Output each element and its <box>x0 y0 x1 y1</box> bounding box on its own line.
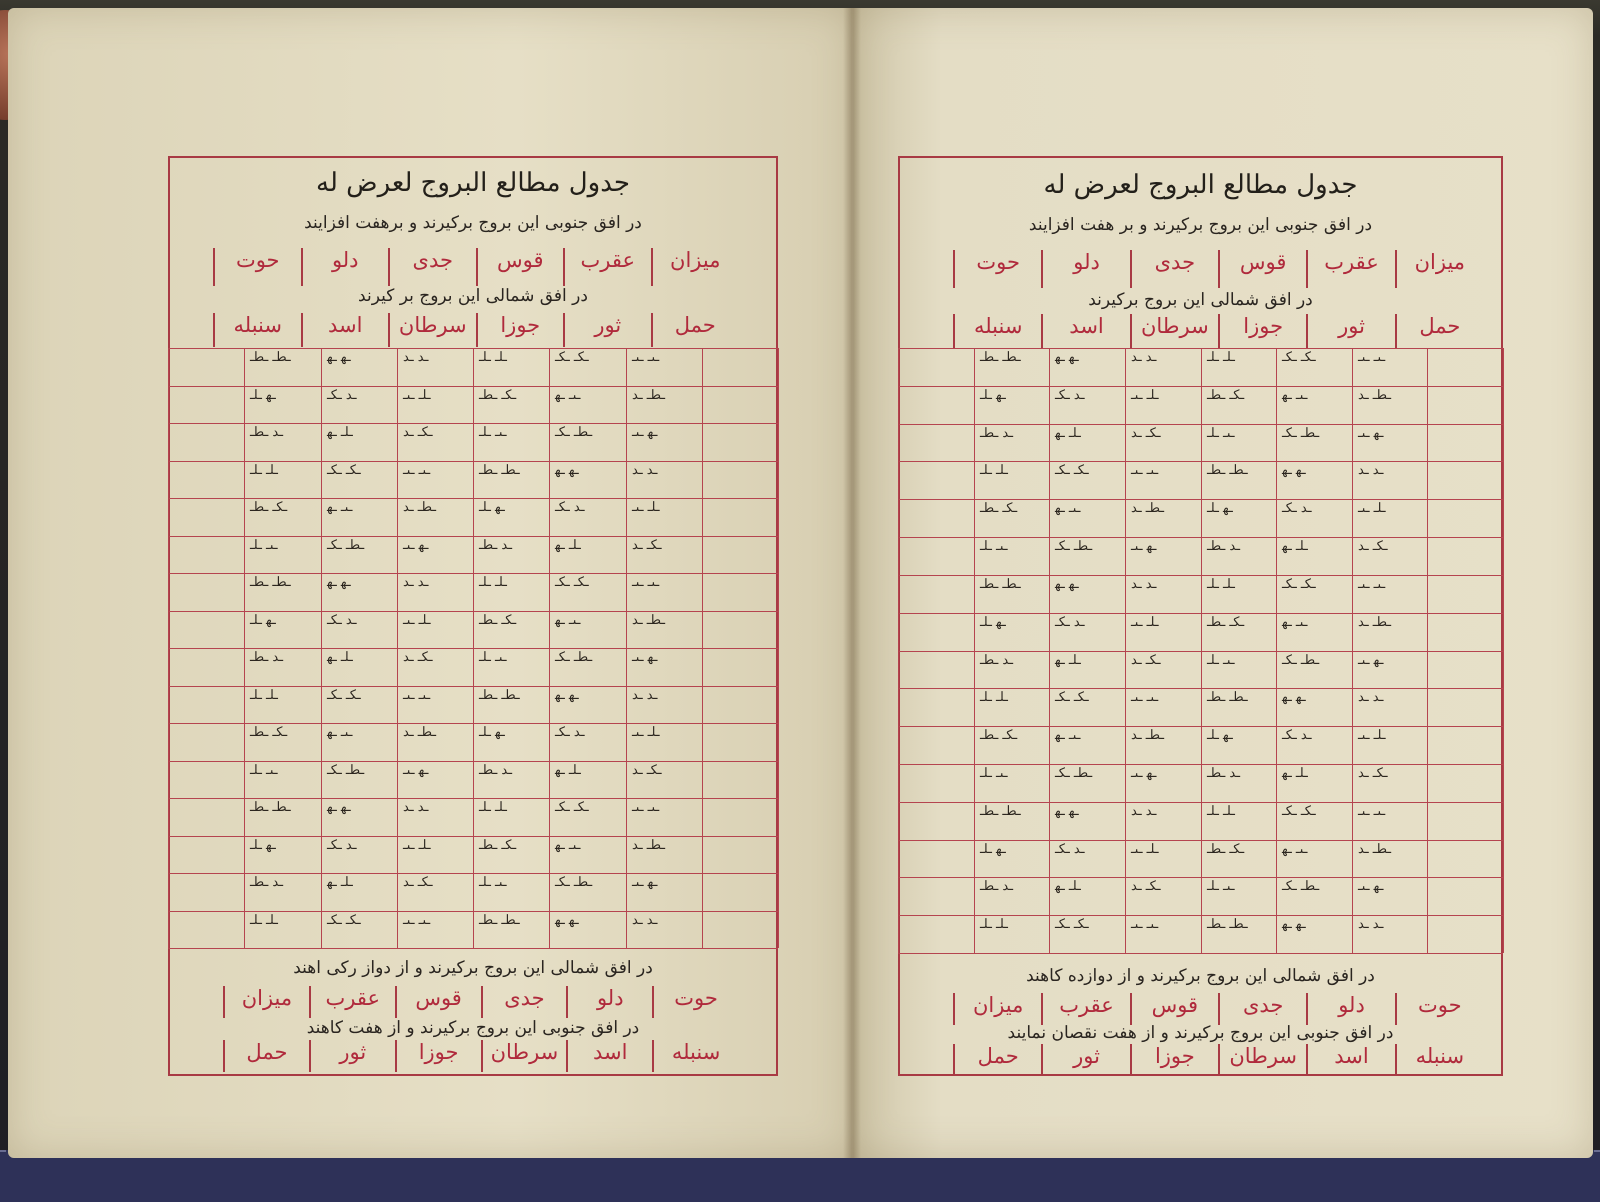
handwritten-cell-ink: ـه‍ ـٮـ <box>1131 539 1157 554</box>
left-bottom-signs <box>223 986 738 1018</box>
handwritten-cell-ink: ـٮـ ـلـ <box>980 766 1008 781</box>
handwritten-cell-ink: ـلـ ـلـ <box>479 575 507 590</box>
sign-cell: جدی <box>388 248 476 286</box>
handwritten-cell-ink: ـه‍ ـلـ <box>250 613 276 628</box>
handwritten-cell-ink: ـد‍ ـکـ <box>1055 842 1085 857</box>
handwritten-cell-ink: ـد‍ ـکـ <box>555 725 585 740</box>
grid-col-line <box>898 348 899 953</box>
handwritten-cell-ink: ـد‍ ـطـ <box>980 879 1014 894</box>
left-top-note: در افق جنوبی این بروج برکیرند و برهفت افزایند <box>304 213 642 233</box>
handwritten-cell-ink: ـه‍ ـه‍ <box>555 913 579 928</box>
grid-col-line <box>321 348 322 948</box>
handwritten-cell-ink: ـه‍ ـه‍ <box>1282 917 1306 932</box>
handwritten-cell-ink: ـه‍ ـٮـ <box>403 538 429 553</box>
handwritten-cell-ink: ـکـ ـکـ <box>327 463 361 478</box>
handwritten-cell-ink: ـلـ ـه‍ <box>555 763 581 778</box>
handwritten-cell-ink: ـکـ ـد‍ <box>632 538 662 553</box>
handwritten-cell-ink: ـکـ ـکـ <box>555 350 589 365</box>
handwritten-cell-ink: ـٮـ ـلـ <box>479 875 507 890</box>
sign-cell: میزان <box>651 248 739 286</box>
handwritten-cell-ink: ـد‍ ـد‍ <box>403 575 429 590</box>
sign-cell: عقرب <box>1306 250 1394 288</box>
handwritten-cell-ink: ـلـ ـٮـ <box>632 725 660 740</box>
handwritten-cell-ink: ـطـ ـد‍ <box>1131 728 1165 743</box>
handwritten-cell-ink: ـلـ ـه‍ <box>327 650 353 665</box>
handwritten-cell-ink: ـکـ ـطـ <box>1207 842 1245 857</box>
handwritten-cell-ink: ـطـ ـکـ <box>1282 653 1320 668</box>
handwritten-cell-ink: ـلـ ـٮـ <box>1131 388 1159 403</box>
left-bottom-note-1: در افق شمالی این بروج برکیرند و از دواز رکی اهند <box>293 958 653 978</box>
sign-cell: دلو <box>301 248 389 286</box>
handwritten-cell-ink: ـکـ ـطـ <box>479 613 517 628</box>
handwritten-cell-ink: ـکـ ـکـ <box>1055 463 1089 478</box>
handwritten-cell-ink: ـکـ ـطـ <box>1207 388 1245 403</box>
handwritten-cell-ink: ـلـ ـه‍ <box>1055 426 1081 441</box>
grid-col-line <box>778 348 779 948</box>
handwritten-cell-ink: ـه‍ ـه‍ <box>1055 350 1079 365</box>
handwritten-cell-ink: ـطـ ـکـ <box>327 763 365 778</box>
handwritten-cell-ink: ـکـ ـکـ <box>327 688 361 703</box>
handwritten-cell-ink: ـه‍ ـلـ <box>250 388 276 403</box>
handwritten-cell-ink: ـد‍ ـد‍ <box>403 800 429 815</box>
handwritten-cell-ink: ـکـ ـد‍ <box>632 763 662 778</box>
handwritten-cell-ink: ـطـ ـکـ <box>327 538 365 553</box>
grid-col-line <box>1427 348 1428 953</box>
handwritten-cell-ink: ـد‍ ـد‍ <box>1131 577 1157 592</box>
right-top-signs <box>953 250 1483 288</box>
sign-cell: عقرب <box>309 986 395 1018</box>
left-mid-note: در افق شمالی این بروج بر کیرند <box>358 286 588 306</box>
handwritten-cell-ink: ـٮـ ـلـ <box>1207 653 1235 668</box>
handwritten-cell-ink: ـطـ ـد‍ <box>632 388 666 403</box>
handwritten-cell-ink: ـه‍ ـه‍ <box>1282 463 1306 478</box>
handwritten-cell-ink: ـٮـ ـه‍ <box>1282 615 1308 630</box>
sign-cell: جدی <box>1130 250 1218 288</box>
right-mid-note: در افق شمالی این بروج برکیرند <box>1088 290 1313 310</box>
sign-cell: جوزا <box>395 1040 481 1072</box>
sign-cell: حمل <box>1395 314 1483 348</box>
handwritten-cell-ink: ـکـ ـطـ <box>980 728 1018 743</box>
handwritten-cell-ink: ـد‍ ـطـ <box>1207 766 1241 781</box>
handwritten-cell-ink: ـه‍ ـلـ <box>479 500 505 515</box>
handwritten-cell-ink: ـطـ ـد‍ <box>403 500 437 515</box>
grid-col-line <box>549 348 550 948</box>
left-top-signs <box>213 248 738 286</box>
handwritten-cell-ink: ـکـ ـد‍ <box>403 650 433 665</box>
handwritten-cell-ink: ـٮـ ـٮـ <box>1131 463 1159 478</box>
handwritten-cell-ink: ـد‍ ـکـ <box>1282 728 1312 743</box>
grid-col-line <box>1503 348 1504 953</box>
handwritten-cell-ink: ـه‍ ـلـ <box>980 842 1006 857</box>
sign-cell: ثور <box>1041 1044 1129 1076</box>
handwritten-cell-ink: ـکـ ـد‍ <box>1358 766 1388 781</box>
handwritten-cell-ink: ـطـ ـد‍ <box>1358 842 1392 857</box>
handwritten-cell-ink: ـٮـ ـٮـ <box>632 800 660 815</box>
sign-cell: سرطان <box>1218 1044 1306 1076</box>
handwritten-cell-ink: ـه‍ ـه‍ <box>327 575 351 590</box>
handwritten-cell-ink: ـطـ ـکـ <box>555 650 593 665</box>
handwritten-cell-ink: ـلـ ـلـ <box>250 463 278 478</box>
handwritten-cell-ink: ـلـ ـلـ <box>250 913 278 928</box>
sign-cell: حمل <box>223 1040 309 1072</box>
handwritten-cell-ink: ـه‍ ـٮـ <box>1358 653 1384 668</box>
handwritten-cell-ink: ـٮـ ـٮـ <box>632 350 660 365</box>
handwritten-cell-ink: ـکـ ـطـ <box>479 838 517 853</box>
handwritten-cell-ink: ـطـ ـد‍ <box>403 725 437 740</box>
right-bottom-signs <box>953 993 1483 1025</box>
sign-cell: میزان <box>1395 250 1483 288</box>
handwritten-cell-ink: ـد‍ ـد‍ <box>403 350 429 365</box>
handwritten-cell-ink: ـکـ ـکـ <box>1055 917 1089 932</box>
right-value-grid <box>898 348 1503 953</box>
sign-cell: قوس <box>1218 250 1306 288</box>
handwritten-cell-ink: ـطـ ـطـ <box>479 688 520 703</box>
handwritten-cell-ink: ـطـ ـد‍ <box>632 613 666 628</box>
sign-cell: قوس <box>1130 993 1218 1025</box>
left-main-signs <box>213 313 738 347</box>
handwritten-cell-ink: ـد‍ ـد‍ <box>1358 690 1384 705</box>
handwritten-cell-ink: ـکـ ـد‍ <box>1131 426 1161 441</box>
grid-col-line <box>1276 348 1277 953</box>
right-bottom-note-1: در افق شمالی این بروج برکیرند و از دوازده کاهند <box>1026 966 1375 986</box>
handwritten-cell-ink: ـٮـ ـلـ <box>1207 879 1235 894</box>
sign-cell: ثور <box>1306 314 1394 348</box>
sign-cell: میزان <box>953 993 1041 1025</box>
handwritten-cell-ink: ـطـ ـطـ <box>250 575 291 590</box>
handwritten-cell-ink: ـلـ ـلـ <box>980 463 1008 478</box>
handwritten-cell-ink: ـلـ ـلـ <box>479 350 507 365</box>
handwritten-cell-ink: ـکـ ـطـ <box>1207 615 1245 630</box>
handwritten-cell-ink: ـطـ ـطـ <box>479 463 520 478</box>
sign-cell: عقرب <box>1041 993 1129 1025</box>
handwritten-cell-ink: ـٮـ ـٮـ <box>403 463 431 478</box>
sign-cell: اسد <box>1041 314 1129 348</box>
sign-cell: حوت <box>953 250 1041 288</box>
sign-cell: عقرب <box>563 248 651 286</box>
sign-cell: سرطان <box>481 1040 567 1072</box>
handwritten-cell-ink: ـطـ ـکـ <box>1282 879 1320 894</box>
handwritten-cell-ink: ـد‍ ـطـ <box>250 875 284 890</box>
sign-cell: جوزا <box>1130 1044 1218 1076</box>
handwritten-cell-ink: ـلـ ـه‍ <box>1282 766 1308 781</box>
handwritten-cell-ink: ـٮـ ـه‍ <box>1282 842 1308 857</box>
sign-cell: حوت <box>652 986 738 1018</box>
handwritten-cell-ink: ـلـ ـلـ <box>1207 577 1235 592</box>
sign-cell: قوس <box>476 248 564 286</box>
handwritten-cell-ink: ـطـ ـکـ <box>1055 766 1093 781</box>
sign-cell: دلو <box>566 986 652 1018</box>
handwritten-cell-ink: ـد‍ ـد‍ <box>1358 463 1384 478</box>
handwritten-cell-ink: ـد‍ ـکـ <box>327 388 357 403</box>
right-page <box>853 8 1593 1158</box>
handwritten-cell-ink: ـه‍ ـلـ <box>250 838 276 853</box>
sign-cell: حوت <box>213 248 301 286</box>
handwritten-cell-ink: ـٮـ ـلـ <box>980 539 1008 554</box>
grid-col-line <box>244 348 245 948</box>
handwritten-cell-ink: ـٮـ ـه‍ <box>555 388 581 403</box>
grid-row-line <box>898 953 1503 954</box>
handwritten-cell-ink: ـٮـ ـلـ <box>250 763 278 778</box>
left-page <box>8 8 853 1158</box>
handwritten-cell-ink: ـلـ ـٮـ <box>1131 615 1159 630</box>
handwritten-cell-ink: ـطـ ـد‍ <box>1358 615 1392 630</box>
handwritten-cell-ink: ـطـ ـطـ <box>980 804 1021 819</box>
grid-col-line <box>626 348 627 948</box>
sign-cell: سنبله <box>652 1040 738 1072</box>
handwritten-cell-ink: ـٮـ ـه‍ <box>327 725 353 740</box>
handwritten-cell-ink: ـکـ ـطـ <box>250 725 288 740</box>
handwritten-cell-ink: ـلـ ـه‍ <box>327 425 353 440</box>
handwritten-cell-ink: ـطـ ـد‍ <box>1131 501 1165 516</box>
grid-row-line <box>168 948 778 949</box>
sign-cell: حوت <box>1395 993 1483 1025</box>
handwritten-cell-ink: ـکـ ـطـ <box>250 500 288 515</box>
handwritten-cell-ink: ـد‍ ـطـ <box>980 426 1014 441</box>
grid-col-line <box>168 348 169 948</box>
handwritten-cell-ink: ـکـ ـد‍ <box>1358 539 1388 554</box>
handwritten-cell-ink: ـه‍ ـلـ <box>980 615 1006 630</box>
sign-cell: جدی <box>1218 993 1306 1025</box>
handwritten-cell-ink: ـد‍ ـطـ <box>250 650 284 665</box>
sign-cell: ثور <box>563 313 651 347</box>
left-title: جدول مطالع البروج لعرض له <box>316 168 630 198</box>
handwritten-cell-ink: ـلـ ـٮـ <box>632 500 660 515</box>
handwritten-cell-ink: ـطـ ـطـ <box>980 350 1021 365</box>
handwritten-cell-ink: ـطـ ـکـ <box>1282 426 1320 441</box>
handwritten-cell-ink: ـد‍ ـکـ <box>1055 615 1085 630</box>
handwritten-cell-ink: ـٮـ ـه‍ <box>555 613 581 628</box>
sign-cell: جدی <box>481 986 567 1018</box>
left-last-signs <box>223 1040 738 1072</box>
grid-col-line <box>1049 348 1050 953</box>
handwritten-cell-ink: ـد‍ ـکـ <box>555 500 585 515</box>
handwritten-cell-ink: ـٮـ ـٮـ <box>1358 350 1386 365</box>
handwritten-cell-ink: ـٮـ ـٮـ <box>1358 577 1386 592</box>
sign-cell: جوزا <box>1218 314 1306 348</box>
handwritten-cell-ink: ـلـ ـه‍ <box>555 538 581 553</box>
handwritten-cell-ink: ـٮـ ـه‍ <box>1055 501 1081 516</box>
handwritten-cell-ink: ـه‍ ـه‍ <box>555 688 579 703</box>
grid-col-line <box>1201 348 1202 953</box>
handwritten-cell-ink: ـد‍ ـد‍ <box>632 913 658 928</box>
handwritten-cell-ink: ـطـ ـکـ <box>1055 539 1093 554</box>
handwritten-cell-ink: ـه‍ ـه‍ <box>327 800 351 815</box>
book-gutter <box>843 8 861 1158</box>
handwritten-cell-ink: ـد‍ ـطـ <box>250 425 284 440</box>
handwritten-cell-ink: ـطـ ـطـ <box>250 350 291 365</box>
handwritten-cell-ink: ـٮـ ـٮـ <box>403 913 431 928</box>
handwritten-cell-ink: ـه‍ ـه‍ <box>327 350 351 365</box>
sign-cell: سنبله <box>213 313 301 347</box>
handwritten-cell-ink: ـکـ ـد‍ <box>403 875 433 890</box>
right-last-signs <box>953 1044 1483 1076</box>
handwritten-cell-ink: ـکـ ـکـ <box>1055 690 1089 705</box>
handwritten-cell-ink: ـٮـ ـه‍ <box>555 838 581 853</box>
handwritten-cell-ink: ـلـ ـلـ <box>250 688 278 703</box>
handwritten-cell-ink: ـد‍ ـطـ <box>479 538 513 553</box>
sign-cell: دلو <box>1306 993 1394 1025</box>
sign-cell: اسد <box>566 1040 652 1072</box>
grid-col-line <box>473 348 474 948</box>
handwritten-cell-ink: ـکـ ـکـ <box>1282 804 1316 819</box>
handwritten-cell-ink: ـد‍ ـطـ <box>1207 539 1241 554</box>
sign-cell: اسد <box>1306 1044 1394 1076</box>
left-value-grid <box>168 348 778 948</box>
handwritten-cell-ink: ـد‍ ـد‍ <box>1358 917 1384 932</box>
handwritten-cell-ink: ـد‍ ـطـ <box>980 653 1014 668</box>
handwritten-cell-ink: ـد‍ ـکـ <box>327 838 357 853</box>
handwritten-cell-ink: ـکـ ـکـ <box>1282 350 1316 365</box>
handwritten-cell-ink: ـه‍ ـٮـ <box>632 425 658 440</box>
handwritten-cell-ink: ـکـ ـطـ <box>980 501 1018 516</box>
grid-col-line <box>1125 348 1126 953</box>
grid-col-line <box>702 348 703 948</box>
sign-cell: سنبله <box>953 314 1041 348</box>
handwritten-cell-ink: ـطـ ـطـ <box>250 800 291 815</box>
handwritten-cell-ink: ـکـ ـد‍ <box>1131 879 1161 894</box>
handwritten-cell-ink: ـطـ ـطـ <box>1207 463 1248 478</box>
handwritten-cell-ink: ـطـ ـد‍ <box>1358 388 1392 403</box>
handwritten-cell-ink: ـد‍ ـکـ <box>1055 388 1085 403</box>
right-bottom-note-2: در افق جنوبی این بروج برکیرند و از هفت نقصان نمایند <box>1007 1023 1394 1043</box>
handwritten-cell-ink: ـه‍ ـلـ <box>479 725 505 740</box>
handwritten-cell-ink: ـٮـ ـه‍ <box>327 500 353 515</box>
handwritten-cell-ink: ـطـ ـد‍ <box>632 838 666 853</box>
handwritten-cell-ink: ـٮـ ـٮـ <box>1131 690 1159 705</box>
handwritten-cell-ink: ـٮـ ـلـ <box>1207 426 1235 441</box>
handwritten-cell-ink: ـد‍ ـد‍ <box>632 688 658 703</box>
handwritten-cell-ink: ـلـ ـلـ <box>1207 804 1235 819</box>
handwritten-cell-ink: ـد‍ ـکـ <box>1282 501 1312 516</box>
handwritten-cell-ink: ـه‍ ـه‍ <box>555 463 579 478</box>
handwritten-cell-ink: ـلـ ـه‍ <box>1055 653 1081 668</box>
handwritten-cell-ink: ـه‍ ـه‍ <box>1055 577 1079 592</box>
handwritten-cell-ink: ـه‍ ـٮـ <box>1358 879 1384 894</box>
handwritten-cell-ink: ـلـ ـلـ <box>980 690 1008 705</box>
handwritten-cell-ink: ـد‍ ـد‍ <box>632 463 658 478</box>
handwritten-cell-ink: ـلـ ـلـ <box>479 800 507 815</box>
handwritten-cell-ink: ـطـ ـطـ <box>980 577 1021 592</box>
handwritten-cell-ink: ـه‍ ـه‍ <box>1282 690 1306 705</box>
sign-cell: جوزا <box>476 313 564 347</box>
handwritten-cell-ink: ـٮـ ـلـ <box>479 425 507 440</box>
handwritten-cell-ink: ـکـ ـد‍ <box>1131 653 1161 668</box>
handwritten-cell-ink: ـکـ ـکـ <box>1282 577 1316 592</box>
sign-cell: سرطان <box>1130 314 1218 348</box>
handwritten-cell-ink: ـٮـ ـلـ <box>250 538 278 553</box>
handwritten-cell-ink: ـلـ ـٮـ <box>1358 501 1386 516</box>
handwritten-cell-ink: ـٮـ ـٮـ <box>1131 917 1159 932</box>
handwritten-cell-ink: ـٮـ ـٮـ <box>632 575 660 590</box>
grid-col-line <box>1352 348 1353 953</box>
handwritten-cell-ink: ـلـ ـلـ <box>1207 350 1235 365</box>
handwritten-cell-ink: ـکـ ـکـ <box>555 800 589 815</box>
left-bottom-note-2: در افق جنوبی این بروج برکیرند و از هفت کاهند <box>306 1018 640 1038</box>
grid-col-line <box>974 348 975 953</box>
handwritten-cell-ink: ـه‍ ـٮـ <box>403 763 429 778</box>
handwritten-cell-ink: ـه‍ ـه‍ <box>1055 804 1079 819</box>
handwritten-cell-ink: ـٮـ ـه‍ <box>1055 728 1081 743</box>
handwritten-cell-ink: ـطـ ـکـ <box>555 875 593 890</box>
handwritten-cell-ink: ـلـ ـلـ <box>980 917 1008 932</box>
handwritten-cell-ink: ـلـ ـه‍ <box>1055 879 1081 894</box>
sign-cell: حمل <box>953 1044 1041 1076</box>
handwritten-cell-ink: ـٮـ ـٮـ <box>403 688 431 703</box>
right-top-note: در افق جنوبی این بروج برکیرند و بر هفت افزایند <box>1028 215 1373 235</box>
handwritten-cell-ink: ـٮـ ـلـ <box>479 650 507 665</box>
handwritten-cell-ink: ـلـ ـه‍ <box>327 875 353 890</box>
handwritten-cell-ink: ـطـ ـطـ <box>1207 917 1248 932</box>
handwritten-cell-ink: ـطـ ـطـ <box>1207 690 1248 705</box>
handwritten-cell-ink: ـد‍ ـد‍ <box>1131 350 1157 365</box>
handwritten-cell-ink: ـه‍ ـٮـ <box>632 875 658 890</box>
handwritten-cell-ink: ـکـ ـطـ <box>479 388 517 403</box>
sign-cell: حمل <box>651 313 739 347</box>
handwritten-cell-ink: ـٮـ ـه‍ <box>1282 388 1308 403</box>
handwritten-cell-ink: ـه‍ ـٮـ <box>632 650 658 665</box>
handwritten-cell-ink: ـکـ ـکـ <box>555 575 589 590</box>
right-main-signs <box>953 314 1483 348</box>
grid-col-line <box>397 348 398 948</box>
handwritten-cell-ink: ـلـ ـٮـ <box>1131 842 1159 857</box>
sign-cell: قوس <box>395 986 481 1018</box>
handwritten-cell-ink: ـد‍ ـکـ <box>327 613 357 628</box>
sign-cell: ثور <box>309 1040 395 1072</box>
handwritten-cell-ink: ـه‍ ـلـ <box>980 388 1006 403</box>
handwritten-cell-ink: ـد‍ ـد‍ <box>1131 804 1157 819</box>
handwritten-cell-ink: ـه‍ ـلـ <box>1207 501 1233 516</box>
sign-cell: میزان <box>223 986 309 1018</box>
sign-cell: دلو <box>1041 250 1129 288</box>
right-title: جدول مطالع البروج لعرض له <box>1043 170 1358 200</box>
handwritten-cell-ink: ـکـ ـکـ <box>327 913 361 928</box>
handwritten-cell-ink: ـلـ ـٮـ <box>403 613 431 628</box>
handwritten-cell-ink: ـلـ ـٮـ <box>1358 728 1386 743</box>
handwritten-cell-ink: ـٮـ ـٮـ <box>1358 804 1386 819</box>
handwritten-cell-ink: ـد‍ ـطـ <box>479 763 513 778</box>
handwritten-cell-ink: ـکـ ـد‍ <box>403 425 433 440</box>
sign-cell: اسد <box>301 313 389 347</box>
handwritten-cell-ink: ـه‍ ـلـ <box>1207 728 1233 743</box>
sign-cell: سرطان <box>388 313 476 347</box>
handwritten-cell-ink: ـطـ ـطـ <box>479 913 520 928</box>
handwritten-cell-ink: ـلـ ـٮـ <box>403 388 431 403</box>
handwritten-cell-ink: ـه‍ ـٮـ <box>1358 426 1384 441</box>
sign-cell: سنبله <box>1395 1044 1483 1076</box>
handwritten-cell-ink: ـلـ ـه‍ <box>1282 539 1308 554</box>
handwritten-cell-ink: ـلـ ـٮـ <box>403 838 431 853</box>
handwritten-cell-ink: ـطـ ـکـ <box>555 425 593 440</box>
handwritten-cell-ink: ـه‍ ـٮـ <box>1131 766 1157 781</box>
